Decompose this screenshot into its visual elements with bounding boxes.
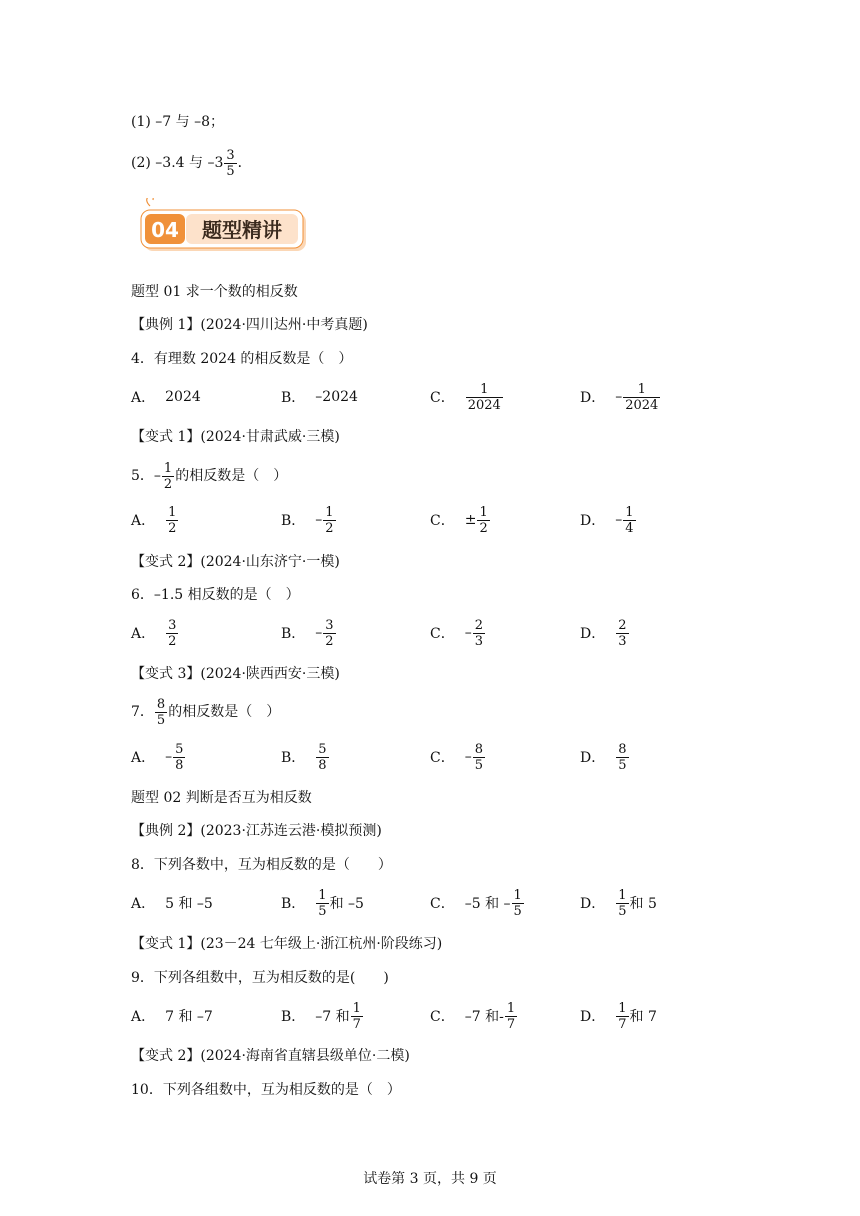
option-b: B． – $\frac{3}{2}$ xyxy=(281,617,334,649)
question-4: 4．有理数 2024 的相反数是（ ） xyxy=(131,351,353,367)
badge-number: 04 xyxy=(151,218,179,242)
option-b: B． –7 和 $\frac{1}{7}$ xyxy=(281,1000,361,1032)
item-2: (2) –3.4 与 –3 $\frac{3}{5}$ ． xyxy=(131,147,252,179)
option-c: C． ± $\frac{1}{2}$ xyxy=(430,504,488,536)
option-b: B． $\frac{1}{5}$ 和 –5 xyxy=(281,887,364,919)
option-d: D． $\frac{1}{5}$ 和 5 xyxy=(580,887,657,919)
option-d: D． $\frac{8}{5}$ xyxy=(580,741,627,773)
example-tag: 【典例 2】(2023·江苏连云港·模拟预测) xyxy=(131,823,382,839)
curl-icon xyxy=(147,198,153,206)
option-d: D． $\frac{1}{7}$ 和 7 xyxy=(580,1000,657,1032)
example-tag: 【变式 3】(2024·陕西西安·三模) xyxy=(131,666,340,682)
page-footer: 试卷第 3 页，共 9 页 xyxy=(363,1171,497,1187)
options-4 xyxy=(131,379,751,415)
option-c: C． –5 和 – $\frac{1}{5}$ xyxy=(430,887,522,919)
option-b: B． – $\frac{1}{2}$ xyxy=(281,504,334,536)
option-c: C． – $\frac{8}{5}$ xyxy=(430,741,483,773)
option-d: D． $\frac{2}{3}$ xyxy=(580,617,627,649)
option-a: A． 2024 xyxy=(131,389,201,406)
question-10: 10．下列各组数中，互为相反数的是（ ） xyxy=(131,1082,401,1098)
question-5: 5． – $\frac{1}{2}$ 的相反数是（ ） xyxy=(131,460,288,492)
option-c: C． –7 和- $\frac{1}{7}$ xyxy=(430,1000,516,1032)
question-8: 8．下列各数中，互为相反数的是（ ） xyxy=(131,857,392,873)
fraction: $\frac{3}{5}$ xyxy=(226,147,235,179)
option-a: A． $\frac{3}{2}$ xyxy=(131,617,177,649)
option-a: A． 7 和 –7 xyxy=(131,1009,213,1025)
option-a: A． $\frac{1}{2}$ xyxy=(131,504,177,536)
example-tag: 【变式 2】(2024·山东济宁·一模) xyxy=(131,554,340,570)
option-d: D． – $\frac{1}{4}$ xyxy=(580,504,634,536)
options-9 xyxy=(131,998,751,1034)
option-a: A． 5 和 –5 xyxy=(131,896,213,912)
option-a: A． – $\frac{5}{8}$ xyxy=(131,741,184,773)
option-d: D． – $\frac{1}{2024}$ xyxy=(580,381,659,413)
options-6 xyxy=(131,615,751,651)
item-1: (1) –7 与 –8； xyxy=(131,114,224,130)
question-9: 9．下列各组数中，互为相反数的是( ) xyxy=(131,970,389,986)
option-c: C． – $\frac{2}{3}$ xyxy=(430,617,483,649)
type-heading: 题型 01 求一个数的相反数 xyxy=(131,284,298,300)
question-7: 7． $\frac{8}{5}$ 的相反数是（ ） xyxy=(131,696,281,728)
example-tag: 【典例 1】(2024·四川达州·中考真题) xyxy=(131,317,368,333)
question-6: 6．–1.5 相反数的是（ ） xyxy=(131,587,300,603)
badge-title: 题型精讲 xyxy=(202,218,282,242)
example-tag: 【变式 1】(2024·甘肃武威·三模) xyxy=(131,429,340,445)
example-tag: 【变式 1】(23－24 七年级上·浙江杭州·阶段练习) xyxy=(131,936,443,952)
options-8 xyxy=(131,885,751,921)
option-c: C． $\frac{1}{2024}$ xyxy=(430,381,501,413)
options-5 xyxy=(131,502,751,538)
option-b: B． –2024 xyxy=(281,389,358,406)
section-badge xyxy=(140,198,310,258)
type-heading: 题型 02 判断是否互为相反数 xyxy=(131,790,312,806)
options-7 xyxy=(131,739,751,775)
example-tag: 【变式 2】(2024·海南省直辖县级单位·二模) xyxy=(131,1048,410,1064)
option-b: B． $\frac{5}{8}$ xyxy=(281,741,327,773)
